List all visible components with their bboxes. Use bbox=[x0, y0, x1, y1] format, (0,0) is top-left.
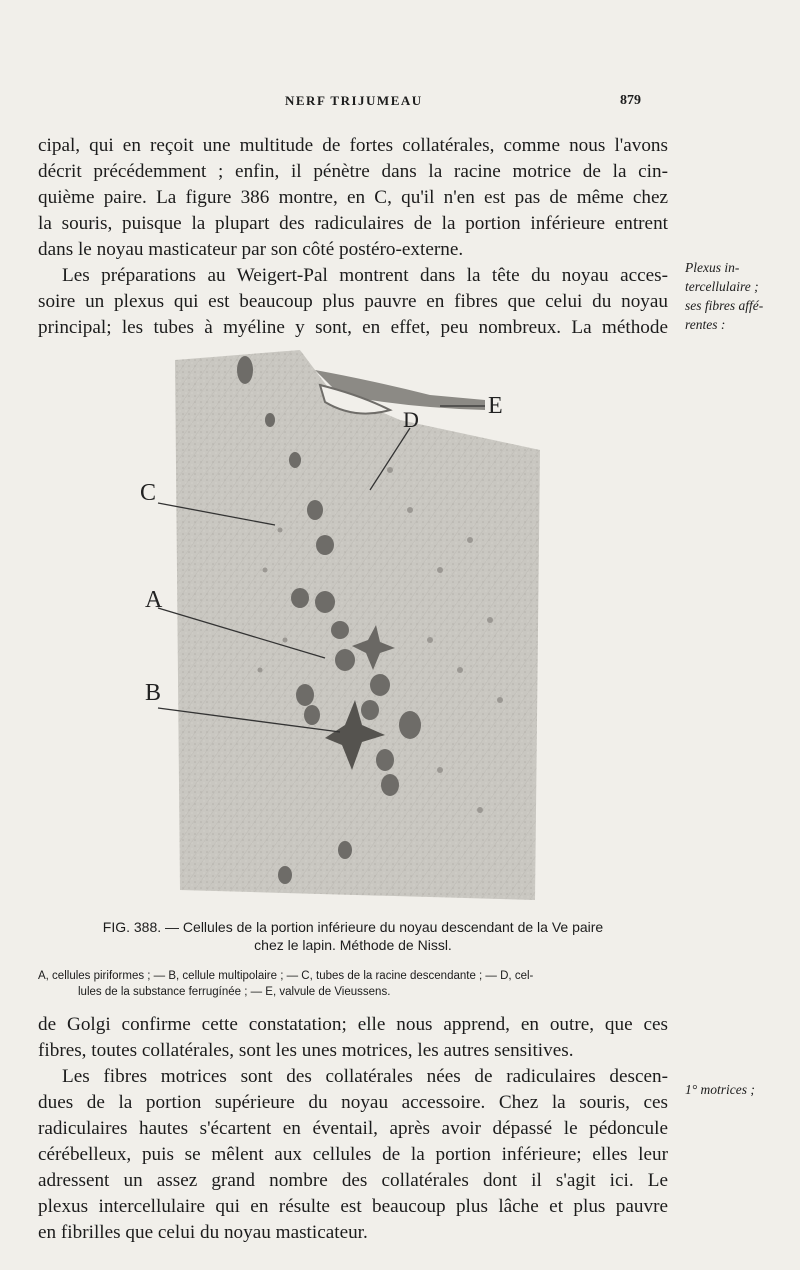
text-line: de Golgi confirme cette constatation; elle nous apprend, en outre, que ces bbox=[38, 1014, 668, 1035]
text-line: soire un plexus qui est beaucoup plus pauvre en fibres que celui du noyau bbox=[38, 291, 668, 312]
text-line: adressent un assez grand nombre des collatérales dont il s'agit ici. Le bbox=[38, 1170, 668, 1191]
text-line: Les préparations au Weigert-Pal montrent dans la tête du noyau acces- bbox=[62, 265, 668, 286]
text-line: fibres, toutes collatérales, sont les unes motrices, les autres sensitives. bbox=[38, 1040, 574, 1061]
margin-note-line: 1° motrices ; bbox=[685, 1082, 755, 1097]
label-a: A bbox=[145, 587, 163, 613]
label-b: B bbox=[145, 680, 162, 706]
margin-note-plexus bbox=[685, 258, 795, 334]
text-line: principal; les tubes à myéline y sont, en effet, peu nombreux. La méthode bbox=[38, 317, 668, 338]
text-line: plexus intercellulaire qui en résulte est beaucoup plus lâche et plus pauvre bbox=[38, 1196, 668, 1217]
caption-line: chez le lapin. Méthode de Nissl. bbox=[254, 937, 452, 953]
text-line: décrit précédemment ; enfin, il pénètre dans la racine motrice de la cin- bbox=[38, 161, 668, 182]
label-c: C bbox=[140, 480, 157, 506]
text-line: dues de la portion supérieure du noyau accessoire. Chez la souris, ces bbox=[38, 1092, 668, 1113]
body-text-bottom bbox=[38, 1012, 668, 1246]
legend-line: lules de la substance ferrugínée ; — E, valvule de Vieussens. bbox=[78, 986, 391, 998]
figure-legend bbox=[38, 968, 668, 1000]
figure-388-micrograph bbox=[140, 340, 560, 905]
text-line: cipal, qui en reçoit une multitude de fortes collatérales, comme nous l'avons bbox=[38, 135, 668, 156]
micrograph-illustration bbox=[140, 340, 560, 905]
margin-note-line: Plexus in- bbox=[685, 260, 740, 275]
text-line: en fibrilles que celui du noyau masticateur. bbox=[38, 1222, 368, 1243]
figure-caption bbox=[38, 918, 668, 954]
text-line: Les fibres motrices sont des collatérales nées de radiculaires descen- bbox=[62, 1066, 668, 1087]
margin-note-line: rentes : bbox=[685, 317, 726, 332]
margin-note-motrices bbox=[685, 1080, 795, 1099]
running-header: NERF TRIJUMEAU bbox=[285, 93, 423, 108]
caption-line: FIG. 388. — Cellules de la portion inférieure du noyau descendant de la Ve paire bbox=[102, 919, 604, 935]
text-line: radiculaires hautes s'écartent en éventail, après avoir dépassé le pédoncule bbox=[38, 1118, 668, 1139]
text-line: la souris, puisque la plupart des radiculaires de la portion inférieure entrent bbox=[38, 213, 668, 234]
text-line: dans le noyau masticateur par son côté postéro-externe. bbox=[38, 239, 464, 260]
body-text-top bbox=[38, 133, 668, 341]
margin-note-line: ses fibres affé- bbox=[685, 298, 764, 313]
label-d: D bbox=[403, 407, 419, 432]
label-e: E bbox=[488, 393, 503, 419]
page-number: 879 bbox=[620, 93, 641, 108]
legend-line: A, cellules piriformes ; — B, cellule multipolaire ; — C, tubes de la racine descendante ; — D, cel- bbox=[38, 970, 534, 982]
text-line: cérébelleux, puis se mêlent aux cellules de la portion inférieure; elles leur bbox=[38, 1144, 668, 1165]
text-line: quième paire. La figure 386 montre, en C, qu'il n'en est pas de même chez bbox=[38, 187, 668, 208]
margin-note-line: tercellulaire ; bbox=[685, 279, 759, 294]
